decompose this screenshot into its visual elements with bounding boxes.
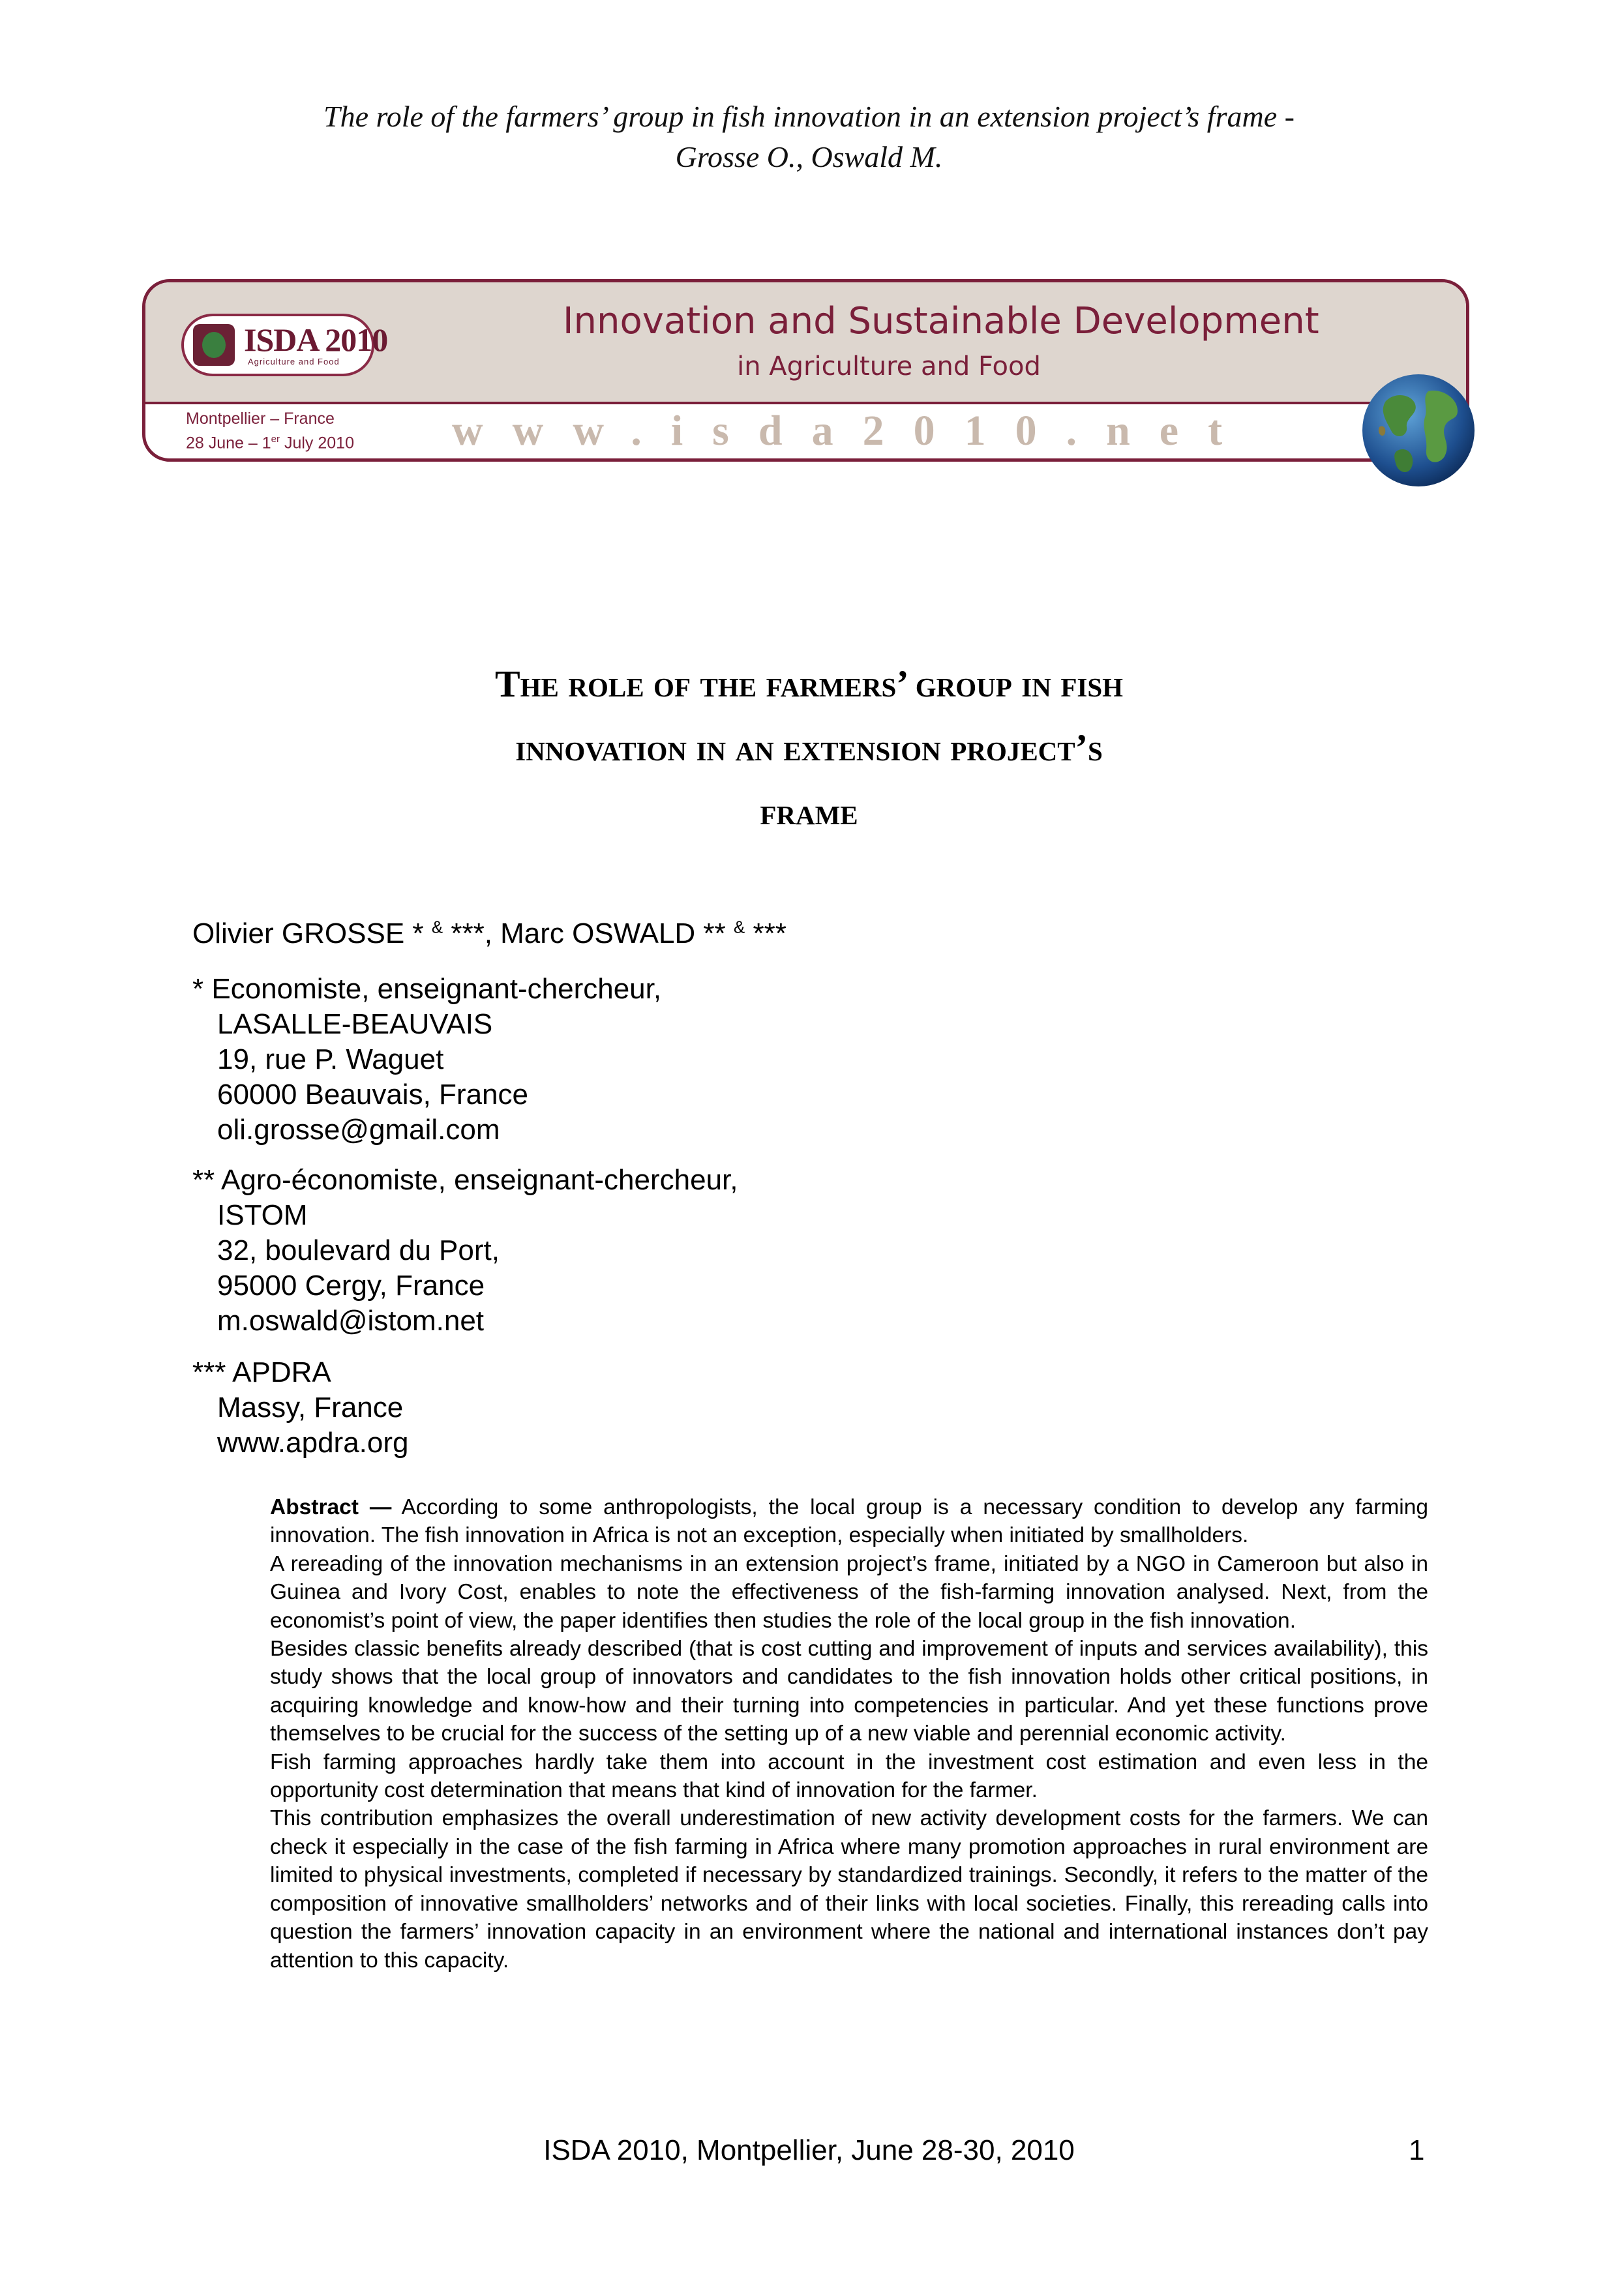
affiliation-2-line: 95000 Cergy, France bbox=[217, 1270, 485, 1302]
page-footer: ISDA 2010, Montpellier, June 28-30, 2010 bbox=[543, 2134, 1075, 2166]
logo-title: ISDA 2010 bbox=[244, 321, 388, 358]
banner-dates: 28 June – 1er July 2010 bbox=[186, 434, 354, 453]
affiliation-2-lead: ** Agro-économiste, enseignant-chercheur, bbox=[192, 1164, 738, 1196]
affiliation-1-line: 19, rue P. Waguet bbox=[217, 1043, 444, 1075]
author2-sup: & bbox=[733, 917, 745, 937]
abstract bbox=[270, 1493, 1428, 1975]
affiliation-1-line: 60000 Beauvais, France bbox=[217, 1079, 528, 1111]
affiliation-1-lead: * Economiste, enseignant-chercheur, bbox=[192, 973, 662, 1005]
running-header-line2: Grosse O., Oswald M. bbox=[675, 140, 943, 173]
title-line2: innovation in an extension project’s bbox=[515, 726, 1103, 769]
abstract-paragraph: Besides classic benefits already described (that is cost cutting and improvement of inputs and services availability), this study shows that the local group of innovators and candidates to the fish innovation holds other critical positions, in acquiring knowledge and know-how and their turning into competencies in particular. And yet these functions prove themselves to be crucial for the success of the setting up of a new viable and perennial economic activity. bbox=[270, 1637, 1428, 1746]
banner-place: Montpellier – France bbox=[186, 410, 335, 428]
author1-sup: & bbox=[431, 917, 443, 937]
affiliation-3-lead: *** APDRA bbox=[192, 1356, 331, 1388]
globe-mini-icon bbox=[193, 324, 235, 366]
banner-title: Innovation and Sustainable Development bbox=[563, 300, 1319, 342]
affiliation-3-url: www.apdra.org bbox=[217, 1427, 409, 1459]
logo-subtitle: Agriculture and Food bbox=[248, 357, 340, 366]
affiliation-2 bbox=[192, 1163, 738, 1339]
conference-banner bbox=[142, 279, 1469, 462]
banner-place-dates bbox=[186, 408, 354, 453]
affiliation-1-email: oli.grosse@gmail.com bbox=[217, 1114, 500, 1146]
affiliation-2-line: ISTOM bbox=[217, 1199, 308, 1231]
page-number: 1 bbox=[1409, 2134, 1425, 2166]
paper-title bbox=[196, 652, 1422, 844]
abstract-paragraph: A rereading of the innovation mechanisms in an extension project’s frame, initiated by a NGO in Cameroon but also in Guinea and Ivory Cost, enables to note the effectiveness of the fish-farming innovation analysed. Next, from the economist’s point of view, the paper identifies then studies the role of the local group in the fish innovation. bbox=[270, 1551, 1428, 1633]
affiliation-3-line: Massy, France bbox=[217, 1392, 404, 1424]
affiliation-2-email: m.oswald@istom.net bbox=[217, 1305, 485, 1337]
affiliation-3 bbox=[192, 1355, 408, 1461]
banner-subtitle: in Agriculture and Food bbox=[737, 351, 1041, 381]
abstract-paragraph bbox=[270, 1493, 1428, 1550]
banner-url: www.isda2010.net bbox=[452, 407, 1252, 455]
author2-after: *** bbox=[745, 917, 787, 949]
abstract-label: Abstract — bbox=[270, 1495, 392, 1519]
author1-name: Olivier GROSSE * bbox=[192, 917, 424, 949]
affiliation-1 bbox=[192, 972, 661, 1148]
earth-globe-icon bbox=[1360, 365, 1477, 496]
affiliation-1-line: LASALLE-BEAUVAIS bbox=[217, 1008, 493, 1040]
abstract-text: According to some anthropologists, the local group is a necessary condition to develop any farming innovation. The fish innovation in Africa is not an exception, especially when initiated by smallholders. bbox=[270, 1495, 1428, 1548]
isda-logo bbox=[181, 314, 388, 376]
author-line bbox=[192, 913, 787, 955]
title-line3: frame bbox=[760, 790, 858, 833]
abstract-paragraph: This contribution emphasizes the overall underestimation of new activity development costs for the farmers. We can check it especially in the case of the fish farming in Africa where many promotion approaches in rural environment are limited to physical investments, completed if necessary by standardized trainings. Secondly, it refers to the matter of the composition of innovative smallholders’ networks and of their links with local societies. Finally, this rereading calls into question the farmers’ innovation capacity in an environment where the national and international instances don’t pay attention to this capacity. bbox=[270, 1806, 1428, 1973]
affiliation-2-line: 32, boulevard du Port, bbox=[217, 1234, 500, 1266]
running-header bbox=[0, 97, 1618, 177]
author1-after: ***, bbox=[443, 917, 501, 949]
title-line1: The role of the farmers’ group in fish bbox=[494, 663, 1124, 705]
running-header-line1: The role of the farmers’ group in fish innovation in an extension project’s frame - bbox=[323, 100, 1295, 133]
author2-name: Marc OSWALD ** bbox=[500, 917, 726, 949]
abstract-paragraph: Fish farming approaches hardly take them into account in the investment cost estimation and even less in the opportunity cost determination that means that kind of innovation for the farmer. bbox=[270, 1750, 1428, 1803]
